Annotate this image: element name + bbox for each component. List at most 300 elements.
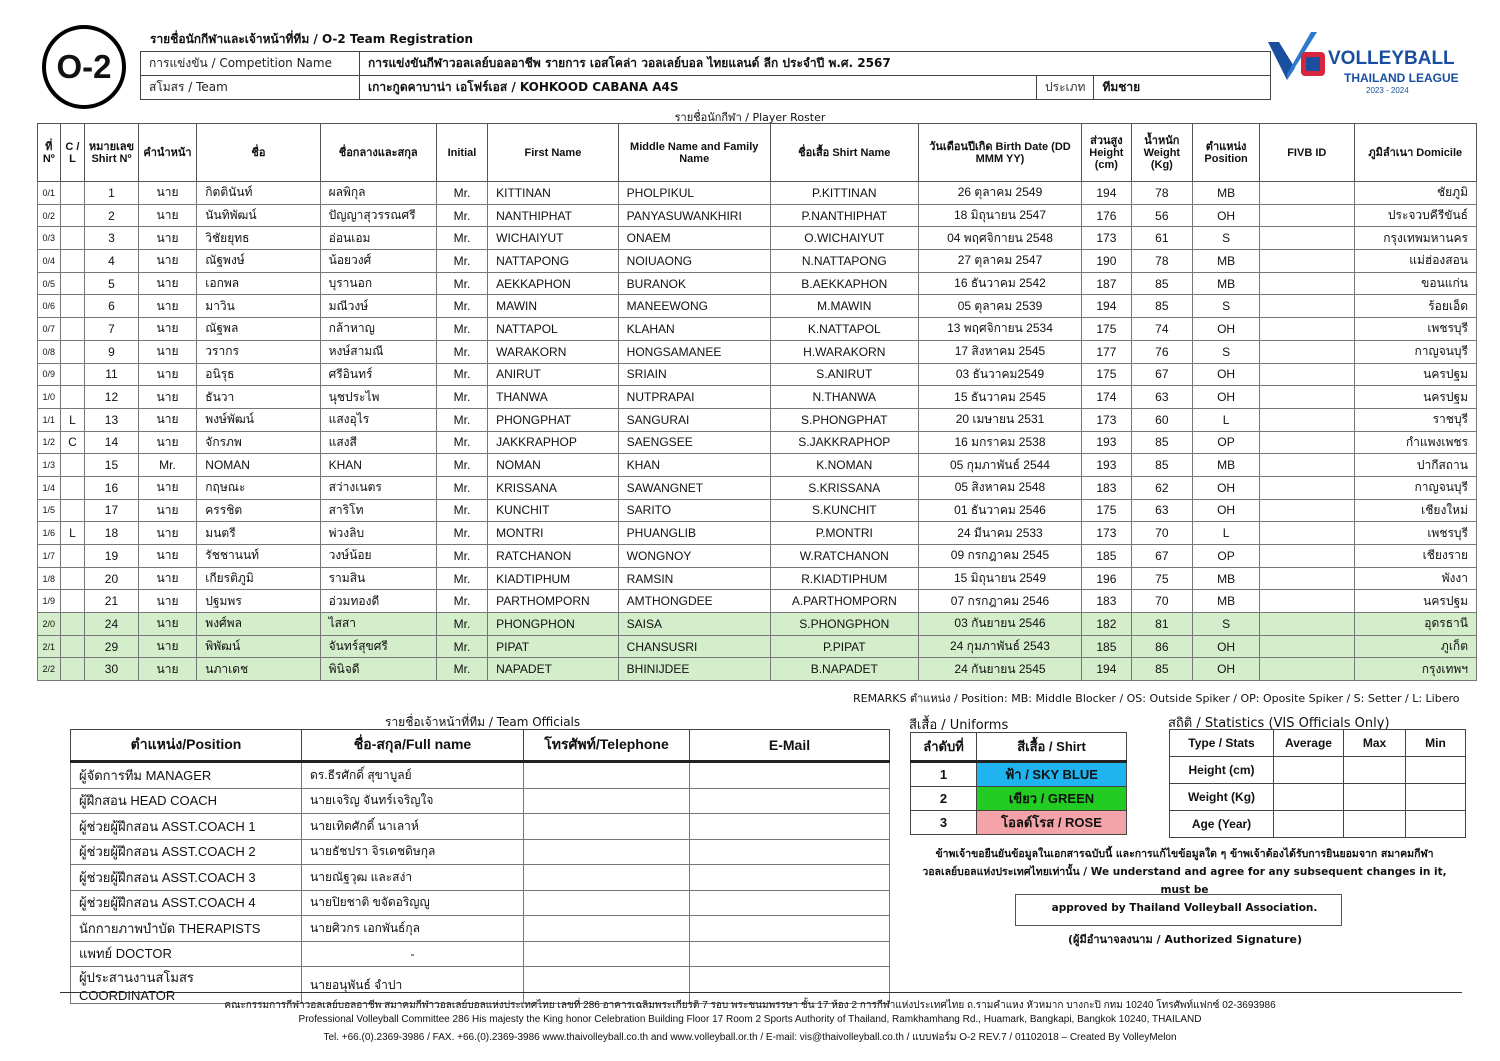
cell-cl	[60, 454, 85, 477]
stat-type: Height (cm)	[1170, 757, 1274, 784]
cell-no: 1/4	[38, 476, 61, 499]
cell-no: 0/1	[38, 182, 61, 205]
stat-type: Weight (Kg)	[1170, 784, 1274, 811]
cell-surname: อ่วมทองดี	[320, 590, 436, 613]
cell-prefix: นาย	[138, 340, 197, 363]
type-label: ประเภท	[1037, 76, 1094, 100]
cell-family: RAMSIN	[618, 567, 770, 590]
cell-height: 183	[1082, 476, 1131, 499]
cell-cl	[60, 363, 85, 386]
roster-column-header: ชื่อเสื้อ Shirt Name	[770, 124, 918, 182]
cell-family: SARITO	[618, 499, 770, 522]
cell-pos: OH	[1193, 386, 1260, 409]
cell-first: PHONGPHAT	[488, 408, 619, 431]
cell-first: MONTRI	[488, 522, 619, 545]
cell-height: 193	[1082, 431, 1131, 454]
stat-max	[1344, 811, 1406, 838]
table-row	[38, 567, 1477, 590]
cell-shirtname: O.WICHAIYUT	[770, 227, 918, 250]
official-position: แพทย์ DOCTOR	[71, 941, 302, 967]
officials-column-header: ชื่อ-สกุล/Full name	[302, 730, 524, 762]
cell-shirtname: S.JAKKRAPHOP	[770, 431, 918, 454]
uniforms-column-header: ลำดับที่	[911, 733, 977, 762]
cell-shirt: 15	[85, 454, 138, 477]
table-row	[38, 227, 1477, 250]
cell-shirt: 9	[85, 340, 138, 363]
stat-min	[1406, 811, 1466, 838]
cell-shirt: 16	[85, 476, 138, 499]
cell-name: ปฐมพร	[197, 590, 320, 613]
cell-height: 190	[1082, 250, 1131, 273]
roster-column-header: FIVB ID	[1259, 124, 1354, 182]
cell-shirtname: S.PHONGPHON	[770, 613, 918, 636]
cell-height: 194	[1082, 658, 1131, 681]
table-row	[38, 545, 1477, 568]
cell-no: 1/1	[38, 408, 61, 431]
uniforms-table	[910, 732, 1127, 835]
cell-fivb	[1259, 386, 1354, 409]
cell-pos: MB	[1193, 590, 1260, 613]
table-row	[38, 318, 1477, 341]
cell-birth: 15 ธันวาคม 2545	[918, 386, 1081, 409]
cell-domicile: เพชรบุรี	[1354, 318, 1476, 341]
cell-domicile: เพชรบุรี	[1354, 522, 1476, 545]
cell-weight: 67	[1131, 545, 1193, 568]
roster-column-header: First Name	[488, 124, 619, 182]
cell-weight: 78	[1131, 182, 1193, 205]
official-phone	[524, 839, 690, 865]
cell-prefix: นาย	[138, 295, 197, 318]
stat-min	[1406, 757, 1466, 784]
cell-first: KUNCHIT	[488, 499, 619, 522]
cell-weight: 85	[1131, 272, 1193, 295]
type-value: ทีมชาย	[1094, 76, 1271, 100]
cell-no: 2/2	[38, 658, 61, 681]
roster-column-header: ตำแหน่ง Position	[1193, 124, 1260, 182]
table-row	[38, 386, 1477, 409]
roster-column-header: คำนำหน้า	[138, 124, 197, 182]
cell-prefix: นาย	[138, 227, 197, 250]
uniforms-caption: สีเสื้อ / Uniforms	[909, 718, 1009, 733]
cell-name: วรากร	[197, 340, 320, 363]
official-position: ผู้ช่วยผู้ฝึกสอน ASST.COACH 1	[71, 814, 302, 840]
stat-max	[1344, 757, 1406, 784]
cell-fivb	[1259, 182, 1354, 205]
official-position: ผู้ช่วยผู้ฝึกสอน ASST.COACH 3	[71, 865, 302, 891]
cell-cl	[60, 182, 85, 205]
footer-divider	[60, 992, 1462, 993]
statistics-table	[1169, 729, 1466, 838]
official-email	[690, 839, 890, 865]
cell-birth: 18 มิถุนายน 2547	[918, 204, 1081, 227]
cell-surname: วงษ์น้อย	[320, 545, 436, 568]
cell-first: PHONGPHON	[488, 613, 619, 636]
agreement-line-1: ข้าพเจ้าขอยืนยันข้อมูลในเอกสารฉบับนี้ และการแก้ไขข้อมูลใด ๆ ข้าพเจ้าต้องได้รับการยินยอมจาก สมาคมกีฬา	[935, 848, 1434, 860]
table-row	[38, 658, 1477, 681]
cell-shirtname: H.WARAKORN	[770, 340, 918, 363]
cell-shirt: 30	[85, 658, 138, 681]
cell-no: 1/0	[38, 386, 61, 409]
cell-initial: Mr.	[436, 295, 487, 318]
cell-shirtname: S.ANIRUT	[770, 363, 918, 386]
cell-family: AMTHONGDEE	[618, 590, 770, 613]
roster-column-header: ภูมิลำเนา Domicile	[1354, 124, 1476, 182]
cell-family: KHAN	[618, 454, 770, 477]
cell-fivb	[1259, 340, 1354, 363]
cell-pos: MB	[1193, 454, 1260, 477]
cell-first: KRISSANA	[488, 476, 619, 499]
cell-pos: OP	[1193, 431, 1260, 454]
cell-weight: 81	[1131, 613, 1193, 636]
table-row	[38, 499, 1477, 522]
table-row	[38, 613, 1477, 636]
table-row	[38, 182, 1477, 205]
cell-initial: Mr.	[436, 545, 487, 568]
signature-box[interactable]	[1015, 894, 1342, 926]
cell-initial: Mr.	[436, 182, 487, 205]
cell-shirtname: P.NANTHIPHAT	[770, 204, 918, 227]
cell-surname: สาริโท	[320, 499, 436, 522]
cell-prefix: นาย	[138, 613, 197, 636]
officials-caption: รายชื่อเจ้าหน้าที่ทีม / Team Officials	[385, 715, 581, 729]
cell-pos: S	[1193, 613, 1260, 636]
cell-no: 0/6	[38, 295, 61, 318]
cell-initial: Mr.	[436, 567, 487, 590]
cell-initial: Mr.	[436, 454, 487, 477]
cell-surname: นุชประไพ	[320, 386, 436, 409]
table-row	[71, 890, 890, 916]
cell-shirtname: K.NOMAN	[770, 454, 918, 477]
cell-fivb	[1259, 363, 1354, 386]
cell-height: 185	[1082, 635, 1131, 658]
cell-family: MANEEWONG	[618, 295, 770, 318]
cell-shirt: 2	[85, 204, 138, 227]
cell-first: KIADTIPHUM	[488, 567, 619, 590]
cell-domicile: ชัยภูมิ	[1354, 182, 1476, 205]
uniform-number: 2	[911, 787, 977, 811]
cell-pos: OH	[1193, 658, 1260, 681]
cell-name: NOMAN	[197, 454, 320, 477]
cell-birth: 27 ตุลาคม 2547	[918, 250, 1081, 273]
cell-weight: 78	[1131, 250, 1193, 273]
cell-domicile: ภูเก็ต	[1354, 635, 1476, 658]
cell-domicile: เชียงราย	[1354, 545, 1476, 568]
uniform-color: โอลด์โรส / ROSE	[977, 811, 1127, 835]
cell-shirtname: S.KUNCHIT	[770, 499, 918, 522]
cell-prefix: นาย	[138, 386, 197, 409]
official-position: ผู้ประสานงานสโมสร COORDINATOR	[71, 967, 302, 1004]
cell-pos: L	[1193, 408, 1260, 431]
cell-fivb	[1259, 318, 1354, 341]
cell-cl	[60, 295, 85, 318]
cell-birth: 20 เมษายน 2531	[918, 408, 1081, 431]
cell-name: ณัฐพงษ์	[197, 250, 320, 273]
cell-prefix: นาย	[138, 363, 197, 386]
cell-birth: 05 ตุลาคม 2539	[918, 295, 1081, 318]
table-row	[911, 811, 1127, 835]
table-row	[911, 787, 1127, 811]
cell-no: 0/8	[38, 340, 61, 363]
cell-first: NOMAN	[488, 454, 619, 477]
cell-family: SAWANGNET	[618, 476, 770, 499]
cell-shirtname: B.NAPADET	[770, 658, 918, 681]
signature-label: (ผู้มีอำนาจลงนาม / Authorized Signature)	[1068, 933, 1302, 946]
roster-column-header: วันเดือนปีเกิด Birth Date (DD MMM YY)	[918, 124, 1081, 182]
cell-surname: อ่อนเอม	[320, 227, 436, 250]
official-position: ผู้ฝึกสอน HEAD COACH	[71, 788, 302, 814]
cell-weight: 62	[1131, 476, 1193, 499]
cell-weight: 76	[1131, 340, 1193, 363]
cell-name: อนิรุธ	[197, 363, 320, 386]
cell-weight: 85	[1131, 431, 1193, 454]
cell-cl: L	[60, 522, 85, 545]
cell-domicile: ปากีสถาน	[1354, 454, 1476, 477]
cell-initial: Mr.	[436, 250, 487, 273]
table-row	[38, 454, 1477, 477]
logo-line3: 2023 - 2024	[1366, 86, 1409, 95]
cell-initial: Mr.	[436, 363, 487, 386]
cell-cl	[60, 386, 85, 409]
league-logo	[1265, 30, 1465, 100]
cell-first: PARTHOMPORN	[488, 590, 619, 613]
official-name: นายปิยชาติ ขจัดอริญญู	[302, 890, 524, 916]
cell-shirt: 14	[85, 431, 138, 454]
cell-surname: หงษ์สามณี	[320, 340, 436, 363]
cell-name: กิตตินันท์	[197, 182, 320, 205]
cell-shirt: 19	[85, 545, 138, 568]
cell-cl	[60, 227, 85, 250]
cell-surname: แสงสี	[320, 431, 436, 454]
cell-first: NANTHIPHAT	[488, 204, 619, 227]
registration-info-table	[140, 51, 1271, 100]
cell-shirtname: P.KITTINAN	[770, 182, 918, 205]
cell-pos: MB	[1193, 182, 1260, 205]
cell-cl	[60, 272, 85, 295]
cell-first: AEKKAPHON	[488, 272, 619, 295]
cell-height: 173	[1082, 227, 1131, 250]
cell-surname: ไสสา	[320, 613, 436, 636]
cell-cl	[60, 590, 85, 613]
table-row	[38, 363, 1477, 386]
cell-cl	[60, 318, 85, 341]
cell-height: 182	[1082, 613, 1131, 636]
roster-column-header: ที่ Nº	[38, 124, 61, 182]
cell-weight: 67	[1131, 363, 1193, 386]
cell-surname: ปัญญาสุวรรณศรี	[320, 204, 436, 227]
table-row	[71, 916, 890, 942]
cell-prefix: นาย	[138, 522, 197, 545]
cell-prefix: นาย	[138, 250, 197, 273]
cell-weight: 85	[1131, 454, 1193, 477]
cell-shirt: 5	[85, 272, 138, 295]
cell-fivb	[1259, 295, 1354, 318]
cell-weight: 86	[1131, 635, 1193, 658]
cell-shirtname: S.PHONGPHAT	[770, 408, 918, 431]
cell-surname: จันทร์สุขศรี	[320, 635, 436, 658]
competition-value: การแข่งขันกีฬาวอลเลย์บอลอาชีพ รายการ เอสโคล่า วอลเลย์บอล ไทยแลนด์ ลีก ประจำปี พ.ศ. 2567	[360, 52, 1271, 76]
cell-height: 185	[1082, 545, 1131, 568]
cell-no: 2/0	[38, 613, 61, 636]
official-name: นายอนุพันธ์ จำปา	[302, 967, 524, 1004]
cell-domicile: ขอนแก่น	[1354, 272, 1476, 295]
cell-initial: Mr.	[436, 431, 487, 454]
cell-shirtname: A.PARTHOMPORN	[770, 590, 918, 613]
cell-surname: น้อยวงศ์	[320, 250, 436, 273]
cell-shirt: 21	[85, 590, 138, 613]
uniform-number: 3	[911, 811, 977, 835]
official-position: ผู้จัดการทีม MANAGER	[71, 762, 302, 789]
roster-column-header: หมายเลข Shirt Nº	[85, 124, 138, 182]
cell-pos: OP	[1193, 545, 1260, 568]
cell-fivb	[1259, 613, 1354, 636]
table-row	[38, 522, 1477, 545]
cell-weight: 85	[1131, 658, 1193, 681]
uniform-color: เขียว / GREEN	[977, 787, 1127, 811]
cell-prefix: นาย	[138, 182, 197, 205]
cell-domicile: กาญจนบุรี	[1354, 340, 1476, 363]
table-row	[71, 814, 890, 840]
cell-domicile: กาญจนบุรี	[1354, 476, 1476, 499]
cell-fivb	[1259, 476, 1354, 499]
cell-birth: 17 สิงหาคม 2545	[918, 340, 1081, 363]
statistics-caption: สถิติ / Statistics (VIS Officials Only)	[1168, 716, 1390, 731]
table-row	[1170, 757, 1466, 784]
cell-prefix: นาย	[138, 499, 197, 522]
table-row	[38, 635, 1477, 658]
cell-weight: 75	[1131, 567, 1193, 590]
cell-cl	[60, 250, 85, 273]
cell-surname: ศรีอินทร์	[320, 363, 436, 386]
roster-column-header: ชื่อกลางและสกุล	[320, 124, 436, 182]
cell-domicile: แม่ฮ่องสอน	[1354, 250, 1476, 273]
cell-no: 1/5	[38, 499, 61, 522]
cell-name: พงศ์พล	[197, 613, 320, 636]
cell-weight: 70	[1131, 590, 1193, 613]
official-position: ผู้ช่วยผู้ฝึกสอน ASST.COACH 2	[71, 839, 302, 865]
cell-name: นภาเดช	[197, 658, 320, 681]
agreement-line-2: วอลเลย์บอลแห่งประเทศไทยเท่านั้น / We understand and agree for any subsequent changes in it, must be	[922, 866, 1447, 896]
official-name: นายณัฐวุฒ และสง่า	[302, 865, 524, 891]
cell-birth: 04 พฤศจิกายน 2548	[918, 227, 1081, 250]
table-row	[38, 204, 1477, 227]
cell-shirtname: N.THANWA	[770, 386, 918, 409]
cell-domicile: กำแพงเพชร	[1354, 431, 1476, 454]
cell-pos: MB	[1193, 272, 1260, 295]
cell-family: BURANOK	[618, 272, 770, 295]
cell-prefix: นาย	[138, 431, 197, 454]
cell-height: 173	[1082, 522, 1131, 545]
cell-initial: Mr.	[436, 476, 487, 499]
cell-prefix: นาย	[138, 204, 197, 227]
table-row	[38, 431, 1477, 454]
cell-fivb	[1259, 522, 1354, 545]
official-phone	[524, 762, 690, 789]
cell-surname: KHAN	[320, 454, 436, 477]
cell-domicile: กรุงเทพฯ	[1354, 658, 1476, 681]
cell-first: WICHAIYUT	[488, 227, 619, 250]
cell-shirtname: P.MONTRI	[770, 522, 918, 545]
stat-avg	[1274, 784, 1344, 811]
cell-fivb	[1259, 590, 1354, 613]
cell-family: KLAHAN	[618, 318, 770, 341]
cell-name: จักรภพ	[197, 431, 320, 454]
cell-family: SAENGSEE	[618, 431, 770, 454]
cell-birth: 24 มีนาคม 2533	[918, 522, 1081, 545]
cell-shirt: 29	[85, 635, 138, 658]
official-name: นายเจริญ จันทร์เจริญใจ	[302, 788, 524, 814]
cell-shirt: 13	[85, 408, 138, 431]
cell-fivb	[1259, 545, 1354, 568]
table-row	[71, 941, 890, 967]
cell-no: 0/3	[38, 227, 61, 250]
cell-initial: Mr.	[436, 408, 487, 431]
cell-prefix: นาย	[138, 476, 197, 499]
cell-pos: OH	[1193, 499, 1260, 522]
stat-min	[1406, 784, 1466, 811]
cell-initial: Mr.	[436, 658, 487, 681]
statistics-column-header: Max	[1344, 730, 1406, 757]
cell-pos: S	[1193, 295, 1260, 318]
cell-fivb	[1259, 499, 1354, 522]
competition-label: การแข่งขัน / Competition Name	[141, 52, 360, 76]
cell-cl	[60, 567, 85, 590]
cell-shirtname: K.NATTAPOL	[770, 318, 918, 341]
cell-initial: Mr.	[436, 590, 487, 613]
cell-fivb	[1259, 408, 1354, 431]
team-value: เกาะกูดคาบาน่า เอโฟร์เอส / KOHKOOD CABANA A4S	[360, 76, 1037, 100]
cell-no: 1/7	[38, 545, 61, 568]
cell-shirt: 1	[85, 182, 138, 205]
official-position: นักกายภาพบำบัด THERAPISTS	[71, 916, 302, 942]
table-row	[38, 295, 1477, 318]
cell-height: 176	[1082, 204, 1131, 227]
cell-shirtname: P.PIPAT	[770, 635, 918, 658]
cell-initial: Mr.	[436, 318, 487, 341]
cell-shirt: 7	[85, 318, 138, 341]
cell-family: SANGURAI	[618, 408, 770, 431]
cell-pos: S	[1193, 340, 1260, 363]
cell-no: 1/3	[38, 454, 61, 477]
cell-first: RATCHANON	[488, 545, 619, 568]
cell-pos: OH	[1193, 476, 1260, 499]
cell-prefix: นาย	[138, 567, 197, 590]
cell-prefix: นาย	[138, 318, 197, 341]
cell-name: เอกพล	[197, 272, 320, 295]
cell-initial: Mr.	[436, 386, 487, 409]
stat-type: Age (Year)	[1170, 811, 1274, 838]
cell-shirtname: W.RATCHANON	[770, 545, 918, 568]
cell-first: ANIRUT	[488, 363, 619, 386]
cell-surname: รามสิน	[320, 567, 436, 590]
cell-surname: สว่างเนตร	[320, 476, 436, 499]
cell-initial: Mr.	[436, 204, 487, 227]
statistics-header-row	[1170, 730, 1466, 757]
cell-surname: แสงอุไร	[320, 408, 436, 431]
cell-fivb	[1259, 658, 1354, 681]
uniforms-column-header: สีเสื้อ / Shirt	[977, 733, 1127, 762]
cell-shirt: 17	[85, 499, 138, 522]
official-email	[690, 865, 890, 891]
cell-no: 1/2	[38, 431, 61, 454]
cell-domicile: ร้อยเอ็ด	[1354, 295, 1476, 318]
official-phone	[524, 941, 690, 967]
cell-fivb	[1259, 250, 1354, 273]
cell-initial: Mr.	[436, 272, 487, 295]
cell-surname: กล้าหาญ	[320, 318, 436, 341]
cell-prefix: นาย	[138, 272, 197, 295]
cell-weight: 63	[1131, 499, 1193, 522]
cell-domicile: นครปฐม	[1354, 590, 1476, 613]
